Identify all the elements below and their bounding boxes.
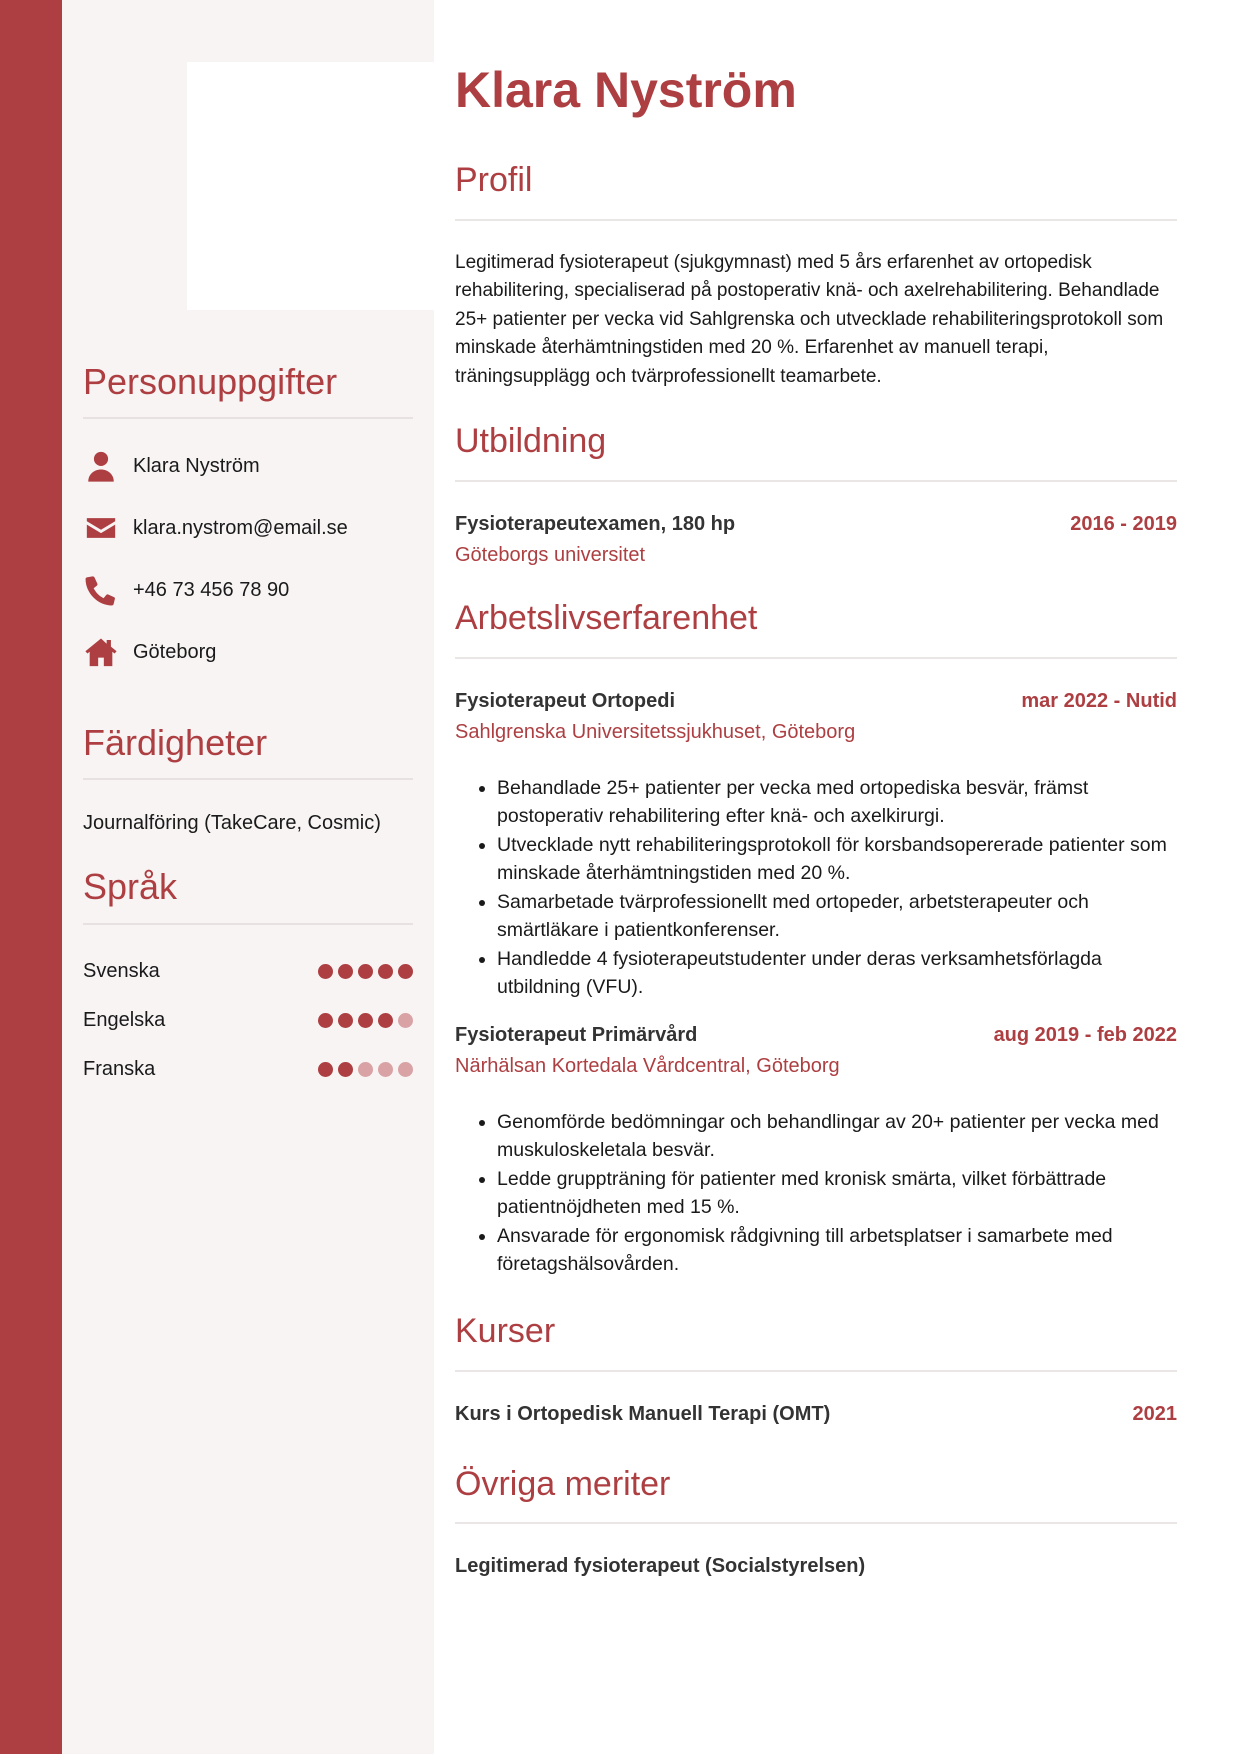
contact-email-row — [83, 497, 413, 559]
contact-list — [83, 435, 413, 683]
language-name: Franska — [83, 1057, 156, 1080]
level-dot-filled — [318, 964, 333, 979]
home-icon — [83, 634, 119, 670]
main-content — [455, 60, 1177, 1578]
experience-entry — [455, 1024, 1177, 1279]
languages-heading: Språk — [83, 866, 178, 908]
level-dot-filled — [338, 964, 353, 979]
level-dot-filled — [318, 1013, 333, 1028]
entry-title: Fysioterapeut Ortopedi — [455, 689, 676, 712]
level-dot-filled — [338, 1062, 353, 1077]
entry-date: mar 2022 - Nutid — [1021, 689, 1177, 712]
level-dot-empty — [398, 1013, 413, 1028]
course-entry — [455, 1403, 1177, 1426]
entry-employer: Sahlgrenska Universitetssjukhuset, Göteborg — [455, 720, 856, 743]
language-level-dots — [318, 1013, 413, 1028]
contact-name-row — [83, 435, 413, 497]
skills-heading: Färdigheter — [83, 722, 268, 764]
entry-employer: Närhälsan Kortedala Vårdcentral, Göteborg — [455, 1054, 840, 1077]
level-dot-filled — [358, 964, 373, 979]
divider — [455, 657, 1177, 659]
contact-email[interactable]: klara.nystrom@email.se — [133, 516, 348, 539]
accent-bar — [0, 0, 62, 1754]
phone-icon — [83, 572, 119, 608]
language-list — [83, 947, 413, 1094]
skill-item: Journalföring (TakeCare, Cosmic) — [83, 812, 381, 835]
divider — [455, 1522, 1177, 1524]
bullet-item: • Samarbetade tvärprofessionellt med ortopeder, arbetsterapeuter och smärtläkare i patientkonferenser. — [497, 888, 1177, 945]
divider — [83, 417, 413, 419]
level-dot-filled — [398, 964, 413, 979]
language-level-dots — [318, 964, 413, 979]
profile-photo-placeholder — [187, 62, 435, 310]
experience-entry — [455, 690, 1177, 1002]
divider — [455, 219, 1177, 221]
language-row — [83, 947, 413, 996]
level-dot-filled — [338, 1013, 353, 1028]
merits-heading: Övriga meriter — [455, 1464, 671, 1503]
language-row — [83, 1045, 413, 1094]
bullet-item: • Utvecklade nytt rehabiliteringsprotokoll för korsbandsopererade patienter som minskade återhämtningstiden med 20 %. — [497, 831, 1177, 888]
bullet-item: • Genomförde bedömningar och behandlingar av 20+ patienter per vecka med muskuloskeletala besvär. — [497, 1108, 1177, 1165]
divider — [455, 480, 1177, 482]
profile-text: Legitimerad fysioterapeut (sjukgymnast) med 5 års erfarenhet av ortopedisk rehabilitering, specialiserad på postoperativ knä- och axelrehabilitering. Behandlade 25+ patienter per vecka vid Sahlgrenska och utvecklade rehabiliteringsprotokoll som minskade återhämtningstiden med 20 %. Erfarenhet av manuell terapi, träningsupplägg och tvärprofessionellt teamarbete. — [455, 251, 1164, 387]
entry-date: aug 2019 - feb 2022 — [993, 1023, 1177, 1046]
divider — [83, 923, 413, 925]
bullet-item: • Ansvarade för ergonomisk rådgivning till arbetsplatser i samarbete med företagshälsovården. — [497, 1222, 1177, 1279]
profile-heading: Profil — [455, 161, 533, 199]
merit-entry — [455, 1555, 1177, 1578]
entry-title: Fysioterapeut Primärvård — [455, 1023, 698, 1046]
courses-heading: Kurser — [455, 1311, 556, 1350]
bullet-item: • Ledde gruppträning för patienter med kronisk smärta, vilket förbättrade patientnöjdheten med 15 %. — [497, 1165, 1177, 1222]
level-dot-filled — [378, 964, 393, 979]
education-heading: Utbildning — [455, 422, 607, 461]
entry-date: 2016 - 2019 — [1070, 513, 1177, 536]
personal-heading: Personuppgifter — [83, 361, 338, 402]
envelope-icon — [83, 510, 119, 546]
language-name: Svenska — [83, 959, 160, 982]
candidate-name: Klara Nyström — [455, 62, 797, 118]
level-dot-filled — [318, 1062, 333, 1077]
divider — [455, 1370, 1177, 1372]
level-dot-empty — [378, 1062, 393, 1077]
bullet-item: • Behandlade 25+ patienter per vecka med ortopediska besvär, främst postoperativ rehabilitering efter knä- och axelkirurgi. — [497, 774, 1177, 831]
language-name: Engelska — [83, 1008, 166, 1031]
entry-institution: Göteborgs universitet — [455, 544, 646, 567]
entry-title: Fysioterapeutexamen, 180 hp — [455, 513, 736, 536]
language-level-dots — [318, 1062, 413, 1077]
level-dot-empty — [358, 1062, 373, 1077]
education-entry — [455, 513, 1177, 567]
contact-phone-row — [83, 559, 413, 621]
bullet-item: • Handledde 4 fysioterapeutstudenter under deras verksamhetsförlagda utbildning (VFU). — [497, 945, 1177, 1002]
contact-city-row — [83, 621, 413, 683]
experience-heading: Arbetslivserfarenhet — [455, 599, 758, 638]
entry-date: 2021 — [1132, 1402, 1177, 1425]
bullet-list — [455, 774, 1177, 1002]
bullet-list — [455, 1108, 1177, 1279]
contact-phone[interactable]: +46 73 456 78 90 — [133, 578, 290, 601]
level-dot-filled — [378, 1013, 393, 1028]
entry-title: Legitimerad fysioterapeut (Socialstyrelsen) — [455, 1555, 866, 1578]
level-dot-filled — [358, 1013, 373, 1028]
language-row — [83, 996, 413, 1045]
divider — [83, 778, 413, 780]
contact-name: Klara Nyström — [133, 454, 260, 477]
user-icon — [83, 448, 119, 484]
sidebar-content — [83, 360, 413, 1094]
entry-title: Kurs i Ortopedisk Manuell Terapi (OMT) — [455, 1402, 831, 1425]
contact-city: Göteborg — [133, 640, 217, 663]
level-dot-empty — [398, 1062, 413, 1077]
